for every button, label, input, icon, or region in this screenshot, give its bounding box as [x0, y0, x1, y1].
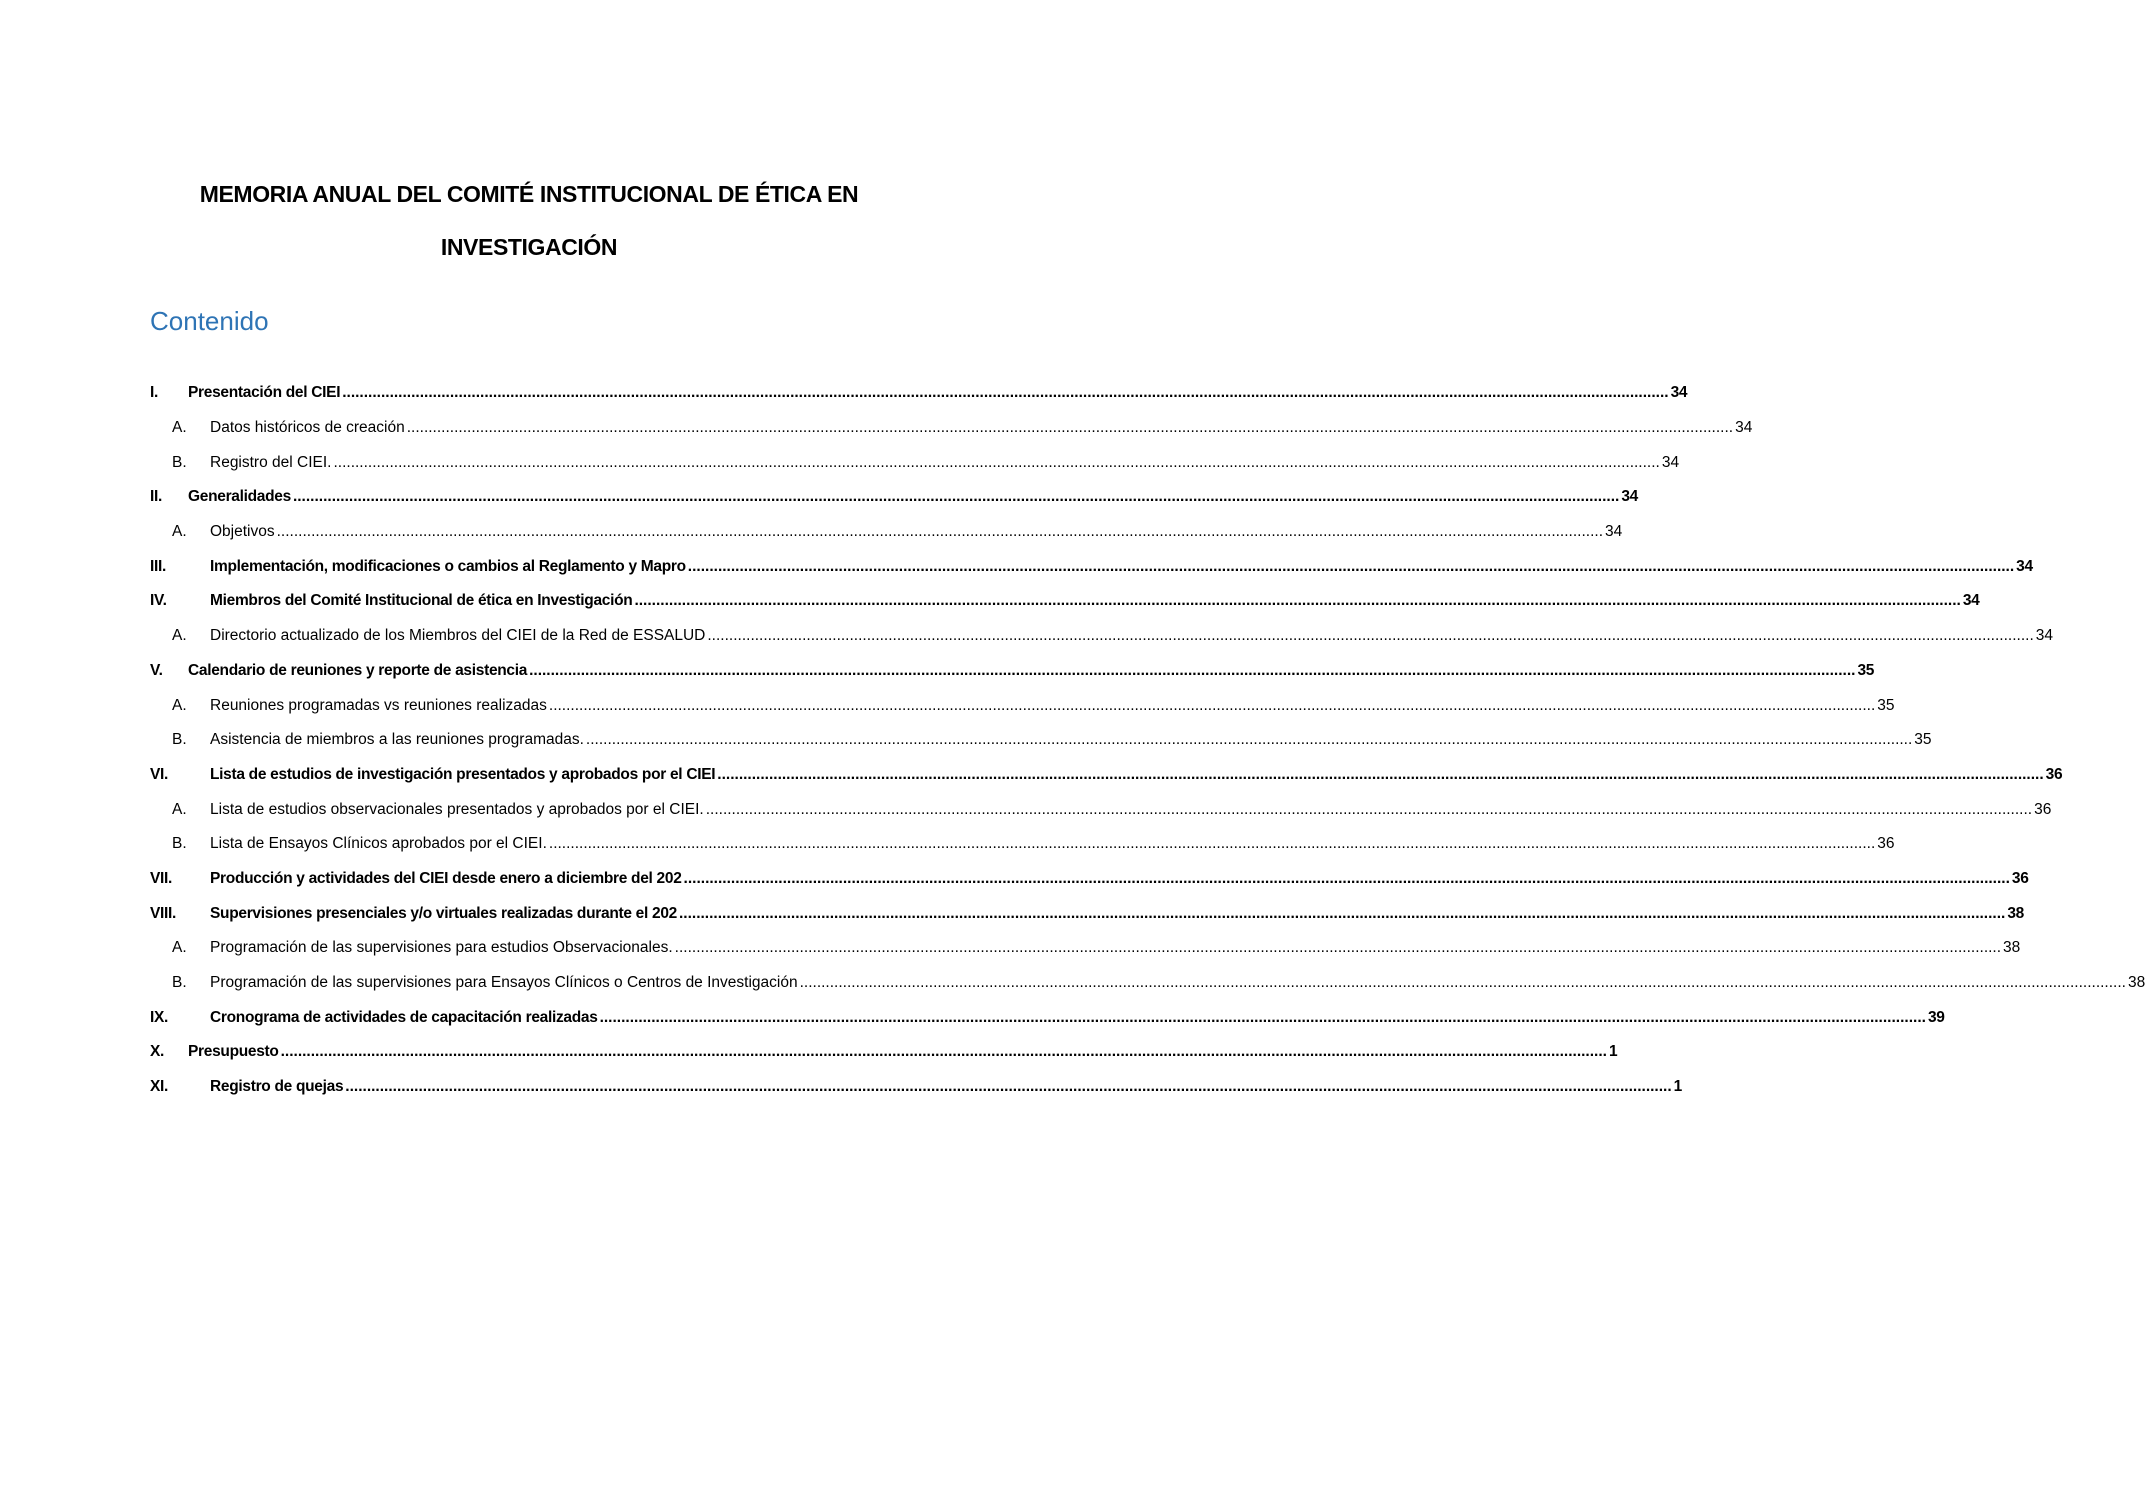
- toc-entry[interactable]: [150, 1035, 1618, 1070]
- table-of-contents: [150, 376, 2145, 1104]
- toc-entry-page: 35: [1877, 696, 1895, 714]
- toc-leader-dots: [342, 384, 1668, 402]
- toc-entry-page: 35: [1857, 661, 1875, 679]
- toc-entry-page: 36: [2034, 800, 2052, 818]
- toc-entry[interactable]: [150, 966, 2145, 1001]
- toc-entry[interactable]: [150, 515, 1623, 550]
- toc-leader-dots: [345, 1078, 1671, 1096]
- toc-leader-dots: [549, 835, 1875, 853]
- toc-entry[interactable]: [150, 688, 1895, 723]
- toc-entry[interactable]: [150, 827, 1895, 862]
- toc-leader-dots: [675, 939, 2001, 957]
- toc-entry-title: Supervisiones presenciales y/o virtuales realizadas durante el 202: [210, 904, 677, 922]
- toc-entry-page: 34: [1962, 592, 1980, 610]
- toc-entry[interactable]: [150, 758, 2063, 793]
- toc-entry-number: VII.: [150, 869, 173, 887]
- toc-entry-title: Registro del CIEI.: [210, 453, 332, 471]
- document-title-line2: INVESTIGACIÓN: [440, 234, 618, 260]
- toc-entry-number: A.: [172, 696, 187, 714]
- toc-entry-title: Presentación del CIEI: [188, 384, 341, 402]
- toc-entry-page: 34: [1621, 488, 1638, 506]
- toc-leader-dots: [281, 1043, 1607, 1061]
- toc-leader-dots: [407, 419, 1733, 437]
- toc-entry-page: 1: [1608, 1043, 1618, 1061]
- toc-entry[interactable]: [150, 931, 2021, 966]
- toc-entry[interactable]: [150, 549, 2033, 584]
- toc-entry-number: A.: [172, 627, 187, 645]
- toc-entry-number: A.: [172, 939, 187, 957]
- toc-entry[interactable]: [150, 1070, 1682, 1105]
- toc-entry-page: 36: [1877, 835, 1895, 853]
- toc-entry[interactable]: [150, 723, 1932, 758]
- toc-entry-number: B.: [172, 453, 187, 471]
- toc-entry-title: Miembros del Comité Institucional de ética en Investigación: [210, 592, 633, 610]
- toc-entry-title: Asistencia de miembros a las reuniones programadas.: [210, 731, 584, 749]
- toc-entry-number: I.: [150, 384, 159, 402]
- toc-entry-number: B.: [172, 731, 187, 749]
- toc-entry-page: 34: [2016, 557, 2033, 575]
- toc-entry-title: Presupuesto: [188, 1043, 279, 1061]
- toc-entry[interactable]: [150, 445, 1680, 480]
- toc-heading: Contenido: [150, 306, 269, 336]
- toc-entry[interactable]: [150, 862, 2029, 897]
- toc-leader-dots: [634, 592, 1960, 610]
- toc-leader-dots: [684, 870, 2010, 888]
- toc-leader-dots: [800, 974, 2126, 992]
- toc-leader-dots: [586, 731, 1912, 749]
- document-title-line1: MEMORIA ANUAL DEL COMITÉ INSTITUCIONAL DE ÉTICA EN: [199, 181, 859, 207]
- toc-entry-number: VIII.: [150, 904, 177, 922]
- toc-entry-page: 34: [2035, 627, 2053, 645]
- toc-entry-title: Registro de quejas: [210, 1078, 344, 1096]
- toc-entry-title: Producción y actividades del CIEI desde enero a diciembre del 202: [210, 869, 682, 887]
- toc-leader-dots: [679, 905, 2005, 923]
- toc-entry-title: Directorio actualizado de los Miembros del CIEI de la Red de ESSALUD: [210, 627, 706, 645]
- toc-entry-title: Lista de estudios observacionales presentados y aprobados por el CIEI.: [210, 800, 704, 818]
- toc-entry-number: B.: [172, 974, 187, 992]
- toc-entry-title: Reuniones programadas vs reuniones realizadas: [210, 696, 547, 714]
- toc-entry-number: IX.: [150, 1008, 169, 1026]
- toc-entry[interactable]: [150, 480, 1638, 515]
- toc-leader-dots: [549, 697, 1875, 715]
- toc-entry-page: 39: [1927, 1008, 1945, 1026]
- toc-entry[interactable]: [150, 896, 2024, 931]
- toc-entry-page: 38: [2007, 904, 2024, 922]
- toc-entry-title: Calendario de reuniones y reporte de asistencia: [188, 661, 528, 679]
- toc-entry-title: Implementación, modificaciones o cambios al Reglamento y Mapro: [210, 557, 686, 575]
- toc-entry-title: Lista de estudios de investigación presentados y aprobados por el CIEI: [210, 765, 716, 783]
- toc-entry[interactable]: [150, 376, 1688, 411]
- toc-entry-number: XI.: [150, 1078, 169, 1096]
- toc-leader-dots: [717, 766, 2043, 784]
- toc-entry[interactable]: [150, 584, 1980, 619]
- toc-entry-page: 38: [2003, 939, 2021, 957]
- toc-leader-dots: [293, 488, 1619, 506]
- toc-entry-number: VI.: [150, 765, 169, 783]
- toc-entry-title: Objetivos: [210, 523, 275, 541]
- toc-entry-number: A.: [172, 800, 187, 818]
- toc-entry-title: Generalidades: [188, 488, 291, 506]
- toc-entry-page: 34: [1605, 523, 1623, 541]
- toc-entry-page: 34: [1670, 384, 1688, 402]
- toc-entry-number: A.: [172, 523, 187, 541]
- toc-entry-number: IV.: [150, 592, 167, 610]
- toc-leader-dots: [600, 1009, 1926, 1027]
- toc-entry[interactable]: [150, 619, 2053, 654]
- toc-entry-number: V.: [150, 661, 163, 679]
- toc-entry-title: Datos históricos de creación: [210, 419, 405, 437]
- toc-entry-number: II.: [150, 488, 163, 506]
- toc-entry-title: Lista de Ensayos Clínicos aprobados por el CIEI.: [210, 835, 547, 853]
- toc-entry-page: 34: [1661, 453, 1680, 471]
- toc-leader-dots: [529, 662, 1855, 680]
- toc-entry-number: III.: [150, 557, 167, 575]
- toc-leader-dots: [277, 523, 1603, 541]
- toc-leader-dots: [333, 454, 1659, 472]
- toc-entry-number: B.: [172, 835, 187, 853]
- toc-leader-dots: [707, 627, 2033, 645]
- toc-entry-page: 36: [2045, 765, 2063, 783]
- toc-leader-dots: [706, 801, 2032, 819]
- toc-entry-page: 38: [2127, 974, 2145, 992]
- toc-entry-page: 35: [1914, 731, 1932, 749]
- toc-leader-dots: [688, 558, 2014, 576]
- toc-entry[interactable]: [150, 792, 2052, 827]
- toc-entry[interactable]: [150, 411, 1753, 446]
- toc-entry-number: A.: [172, 419, 187, 437]
- toc-entry-title: Programación de las supervisiones para Ensayos Clínicos o Centros de Investigación: [210, 974, 798, 992]
- toc-entry-page: 34: [1735, 419, 1753, 437]
- toc-entry-title: Programación de las supervisiones para estudios Observacionales.: [210, 939, 673, 957]
- toc-entry[interactable]: [150, 1000, 1945, 1035]
- toc-entry-number: X.: [150, 1043, 165, 1061]
- toc-entry-title: Cronograma de actividades de capacitación realizadas: [210, 1008, 598, 1026]
- toc-entry[interactable]: [150, 654, 1875, 689]
- toc-entry-page: 36: [2011, 869, 2029, 887]
- toc-entry-page: 1: [1673, 1078, 1682, 1096]
